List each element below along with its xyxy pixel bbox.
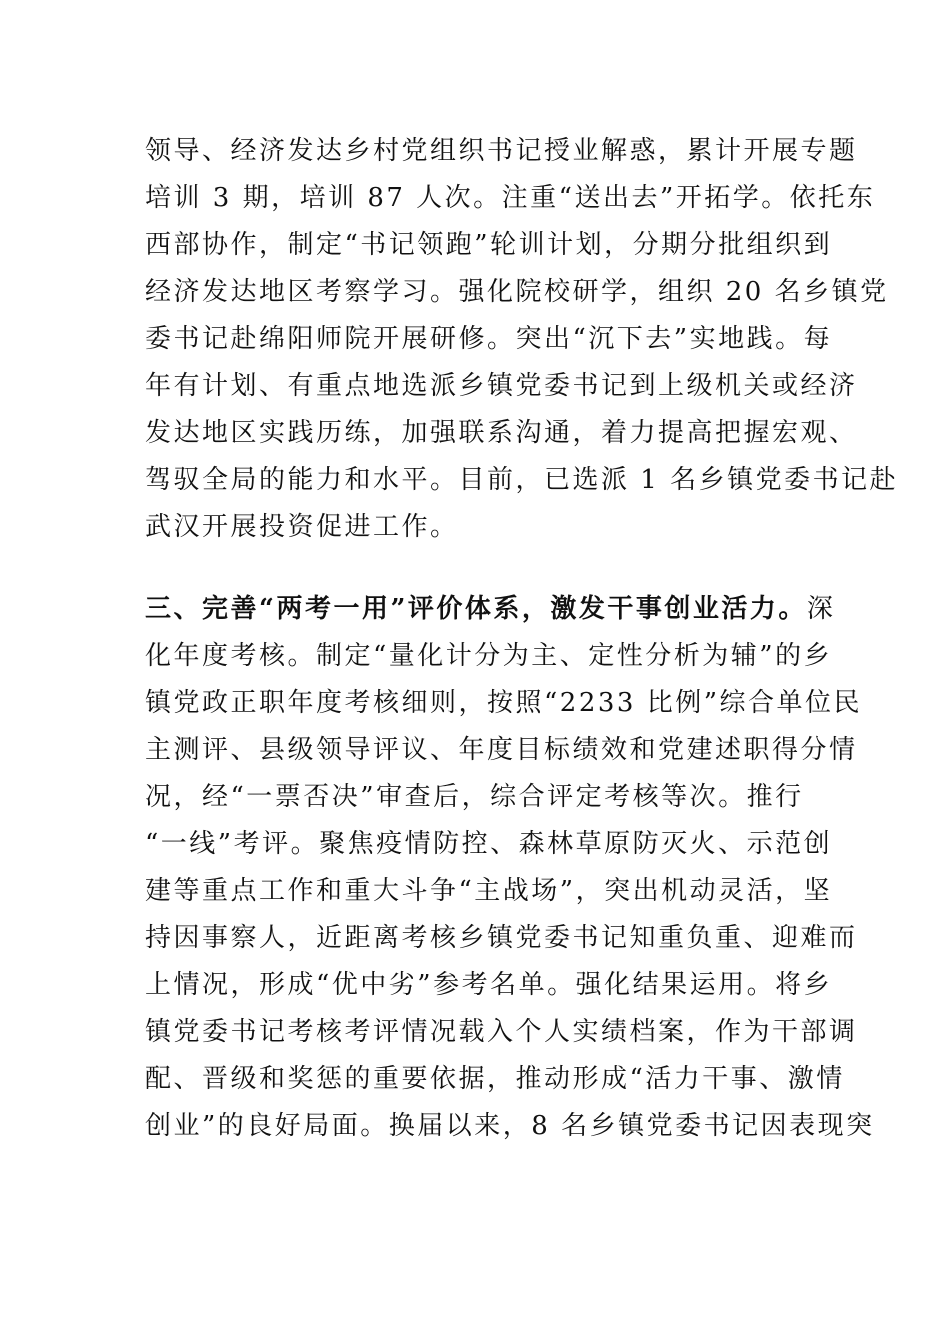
text-line: 化年度考核。制定“量化计分为主、定性分析为辅”的乡 <box>145 641 833 671</box>
text-line: 武汉开展投资促进工作。 <box>145 512 459 542</box>
text-line: 委书记赴绵阳师院开展研修。突出“沉下去”实地践。每 <box>145 324 833 354</box>
text-line: 发达地区实践历练，加强联系沟通，着力提高把握宏观、 <box>145 418 858 448</box>
text-fragment: 深 <box>806 594 836 624</box>
text-line: 镇党委书记考核考评情况载入个人实绩档案，作为干部调 <box>145 1017 858 1047</box>
text-line: 经济发达地区考察学习。强化院校研学，组织 20 名乡镇党 <box>145 277 889 307</box>
text-line: 况，经“一票否决”审查后，综合评定考核等次。推行 <box>145 782 804 812</box>
text-line: 年有计划、有重点地选派乡镇党委书记到上级机关或经济 <box>145 371 858 401</box>
text-line: 建等重点工作和重大斗争“主战场”，突出机动灵活，坚 <box>145 876 833 906</box>
text-line: 主测评、县级领导评议、年度目标绩效和党建述职得分情 <box>145 735 858 765</box>
text-line: 驾驭全局的能力和水平。目前，已选派 1 名乡镇党委书记赴 <box>145 465 899 495</box>
section-heading-line <box>145 586 836 633</box>
text-line: “一线”考评。聚焦疫情防控、森林草原防灭火、示范创 <box>145 829 833 859</box>
paragraph-section-3 <box>145 586 875 1150</box>
paragraph-training <box>145 128 899 551</box>
text-line: 领导、经济发达乡村党组织书记授业解惑，累计开展专题 <box>145 136 858 166</box>
text-line: 配、晋级和奖惩的重要依据，推动形成“活力干事、激情 <box>145 1064 845 1094</box>
text-line: 持因事察人，近距离考核乡镇党委书记知重负重、迎难而 <box>145 923 858 953</box>
section-heading: 三、完善“两考一用”评价体系，激发干事创业活力。 <box>145 594 807 624</box>
text-line: 创业”的良好局面。换届以来，8 名乡镇党委书记因表现突 <box>145 1111 875 1141</box>
text-line: 西部协作，制定“书记领跑”轮训计划，分期分批组织到 <box>145 230 833 260</box>
text-line: 培训 3 期，培训 87 人次。注重“送出去”开拓学。依托东 <box>145 183 876 213</box>
text-line: 上情况，形成“优中劣”参考名单。强化结果运用。将乡 <box>145 970 833 1000</box>
text-line: 镇党政正职年度考核细则，按照“2233 比例”综合单位民 <box>145 688 863 718</box>
